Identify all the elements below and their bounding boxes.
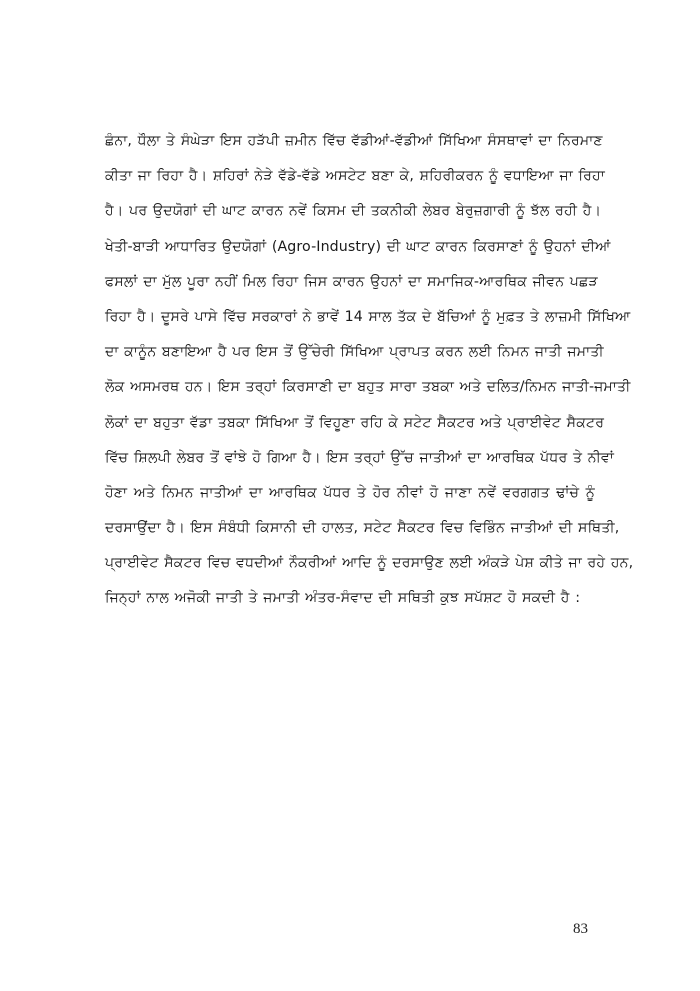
paragraph-line-5: ਫਸਲਾਂ ਦਾ ਮੁੱਲ ਪੂਰਾ ਨਹੀਂ ਮਿਲ ਰਿਹਾ ਜਿਸ ਕਾਰਨ ਉਹਨਾਂ ਦਾ ਸਮਾਜਿਕ-ਆਰਥਿਕ ਜੀਵਨ ਪਛੜ (105, 273, 598, 290)
paragraph-line-4: ਖੇਤੀ-ਬਾੜੀ ਆਧਾਰਿਤ ਉਦਯੋਗਾਂ (Agro-Industry) ਦੀ ਘਾਟ ਕਾਰਨ ਕਿਰਸਾਣਾਂ ਨੂੰ ਉਹਨਾਂ ਦੀਆਂ (105, 238, 611, 255)
page-number: 83 (573, 921, 588, 937)
body-paragraph (105, 124, 634, 617)
paragraph-line-9: ਲੋਕਾਂ ਦਾ ਬਹੁਤਾ ਵੱਡਾ ਤਬਕਾ ਸਿੱਖਿਆ ਤੋਂ ਵਿਹੂਣਾ ਰਹਿ ਕੇ ਸਟੇਟ ਸੈਕਟਰ ਅਤੇ ਪ੍ਰਾਈਵੇਟ ਸੈਕਟਰ (105, 414, 605, 431)
paragraph-line-6: ਰਿਹਾ ਹੈ। ਦੂਸਰੇ ਪਾਸੇ ਵਿੱਚ ਸਰਕਾਰਾਂ ਨੇ ਭਾਵੇਂ 14 ਸਾਲ ਤੱਕ ਦੇ ਬੱਚਿਆਂ ਨੂੰ ਮੁਫ਼ਤ ਤੇ ਲਾਜ਼ਮੀ ਸਿੱਖਿਆ (105, 308, 631, 325)
paragraph-line-13: ਪ੍ਰਾਈਵੇਟ ਸੈਕਟਰ ਵਿਚ ਵਧਦੀਆਂ ਨੌਕਰੀਆਂ ਆਦਿ ਨੂੰ ਦਰਸਾਉਣ ਲਈ ਅੰਕੜੇ ਪੇਸ਼ ਕੀਤੇ ਜਾ ਰਹੇ ਹਨ, (105, 555, 634, 572)
paragraph-line-3: ਹੈ। ਪਰ ਉਦਯੋਗਾਂ ਦੀ ਘਾਟ ਕਾਰਨ ਨਵੇਂ ਕਿਸਮ ਦੀ ਤਕਨੀਕੀ ਲੇਬਰ ਬੇਰੁਜ਼ਗਾਰੀ ਨੂੰ ਝੱਲ ਰਹੀ ਹੈ। (105, 203, 602, 220)
paragraph-line-14: ਜਿਨ੍ਹਾਂ ਨਾਲ ਅਜੋਕੀ ਜਾਤੀ ਤੇ ਜਮਾਤੀ ਅੰਤਰ-ਸੰਵਾਦ ਦੀ ਸਥਿਤੀ ਕੁਝ ਸਪੱਸ਼ਟ ਹੋ ਸਕਦੀ ਹੈ : (105, 590, 581, 607)
paragraph-line-11: ਹੋਣਾ ਅਤੇ ਨਿਮਨ ਜਾਤੀਆਂ ਦਾ ਆਰਥਿਕ ਪੱਧਰ ਤੇ ਹੋਰ ਨੀਵਾਂ ਹੋ ਜਾਣਾ ਨਵੇਂ ਵਰਗਗਤ ਢਾਂਚੇ ਨੂੰ (105, 484, 595, 501)
paragraph-line-1: ਛੰਨਾ, ਧੌਲਾ ਤੇ ਸੰਘੇੜਾ ਇਸ ਹੜੱਪੀ ਜ਼ਮੀਨ ਵਿੱਚ ਵੱਡੀਆਂ-ਵੱਡੀਆਂ ਸਿੱਖਿਆ ਸੰਸਥਾਵਾਂ ਦਾ ਨਿਰਮਾਣ (105, 133, 603, 149)
paragraph-line-8: ਲੋਕ ਅਸਮਰਥ ਹਨ। ਇਸ ਤਰ੍ਹਾਂ ਕਿਰਸਾਣੀ ਦਾ ਬਹੁਤ ਸਾਰਾ ਤਬਕਾ ਅਤੇ ਦਲਿਤ/ਨਿਮਨ ਜਾਤੀ-ਜਮਾਤੀ (105, 379, 631, 396)
paragraph-line-7: ਦਾ ਕਾਨੂੰਨ ਬਣਾਇਆ ਹੈ ਪਰ ਇਸ ਤੋਂ ਉੱਚੇਰੀ ਸਿੱਖਿਆ ਪ੍ਰਾਪਤ ਕਰਨ ਲਈ ਨਿਮਨ ਜਾਤੀ ਜਮਾਤੀ (105, 344, 604, 361)
paragraph-line-2: ਕੀਤਾ ਜਾ ਰਿਹਾ ਹੈ। ਸ਼ਹਿਰਾਂ ਨੇੜੇ ਵੱਡੇ-ਵੱਡੇ ਅਸਟੇਟ ਬਣਾ ਕੇ, ਸ਼ਹਿਰੀਕਰਨ ਨੂੰ ਵਧਾਇਆ ਜਾ ਰਿਹਾ (105, 168, 605, 185)
paragraph-line-12: ਦਰਸਾਉਂਦਾ ਹੈ। ਇਸ ਸੰਬੰਧੀ ਕਿਸਾਨੀ ਦੀ ਹਾਲਤ, ਸਟੇਟ ਸੈਕਟਰ ਵਿਚ ਵਿਭਿੰਨ ਜਾਤੀਆਂ ਦੀ ਸਥਿਤੀ, (105, 520, 620, 537)
paragraph-line-10: ਵਿੱਚ ਸ਼ਿਲਪੀ ਲੇਬਰ ਤੋਂ ਵਾਂਝੇ ਹੋ ਗਿਆ ਹੈ। ਇਸ ਤਰ੍ਹਾਂ ਉੱਚ ਜਾਤੀਆਂ ਦਾ ਆਰਥਿਕ ਪੱਧਰ ਤੇ ਨੀਵਾਂ (105, 449, 614, 466)
